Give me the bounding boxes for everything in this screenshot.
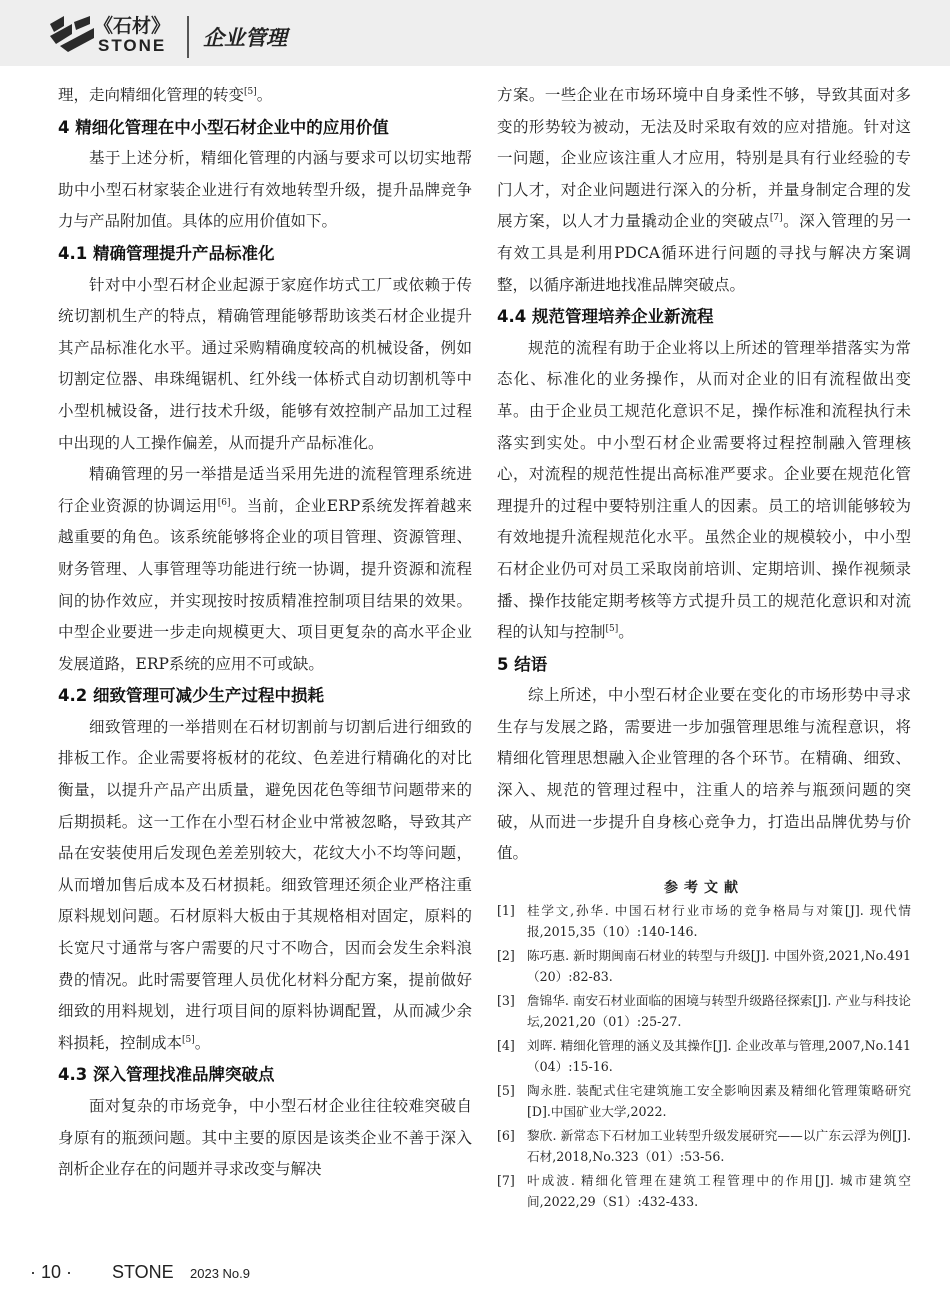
paragraph: 面对复杂的市场竞争，中小型石材企业往往较难突破自身原有的瓶颈问题。其中主要的原因是该类企业不善于深入剖析企业存在的问题并寻求改变与解决 [58,1097,472,1179]
reference-item: [7] 叶成波. 精细化管理在建筑工程管理中的作用[J]. 城市建筑空间,2022,29（S1）:432-433. [497,1172,911,1209]
paragraph: 针对中小型石材企业起源于家庭作坊式工厂或依赖于传统切割机生产的特点，精确管理能够帮助该类石材企业提升其产品标准化水平。通过采购精确度较高的机械设备，例如切割定位器、串珠绳锯机、红外线一体桥式自动切割机等中小型机械设备，进行技术升级，能够有效控制产品加工过程中出现的人工操作偏差，从而提升产品标准化。 [58,275,472,452]
page-footer [30,1258,330,1290]
logo-chinese-title: 《石材》 [94,15,171,37]
section-heading-5: 5 结语 [497,654,548,674]
section-heading-4-3: 4.3 深入管理找准品牌突破点 [58,1065,275,1085]
reference-item: [3] 詹锦华. 南安石材业面临的困境与转型升级路径探索[J]. 产业与科技论坛,2021,20（01）:25-27. [497,992,911,1029]
citation: [5] [605,624,619,635]
citation: [5] [182,1034,195,1045]
page-header [0,0,950,66]
logo-english-title: STONE [98,36,167,55]
references-title: 参考文献 [664,879,744,896]
reference-item: [6] 黎欣. 新常态下石材加工业转型升级发展研究——以广东云浮为例[J]. 石材,2018,No.323（01）:53-56. [497,1127,911,1164]
section-heading-4-4: 4.4 规范管理培养企业新流程 [497,307,714,327]
journal-name: STONE [112,1262,174,1282]
page-number: · 10 · [30,1262,73,1282]
stone-logo-icon [50,16,94,52]
section-heading-4-1: 4.1 精确管理提升产品标准化 [58,243,275,263]
citation: [6] [217,497,231,508]
header-divider [187,16,189,58]
reference-list [497,900,911,1212]
paragraph: 方案。一些企业在市场环境中自身柔性不够，导致其面对多变的形势较为被动，无法及时采取有效的应对措施。针对这一问题，企业应该注重人才应用，特别是具有行业经验的专门人才，对企业问题进行深入的分析，并量身制定合理的发展方案，以人才力量撬动企业的突破点[7]。深入管理的另一有效工具是利用PDCA循环进行问题的寻找与解决方案调整，以循序渐进地找准品牌突破点。 [497,86,911,294]
reference-item: [1] 桂学文,孙华. 中国石材行业市场的竞争格局与对策[J]. 现代情报,2015,35（10）:140-146. [497,902,911,939]
paragraph: 精确管理的另一举措是适当采用先进的流程管理系统进行企业资源的协调运用[6]。当前，企业ERP系统发挥着越来越重要的角色。该系统能够将企业的项目管理、资源管理、财务管理、人事管理等功能进行统一协调，提升资源和流程间的协作效应，并实现按时按质精准控制项目结果的效果。中型企业要进一步走向规模更大、项目更复杂的高水平企业发展道路，ERP系统的应用不可或缺。 [58,465,472,673]
section-name: 企业管理 [203,26,287,50]
reference-item: [2] 陈巧惠. 新时期闽南石材业的转型与升级[J]. 中国外资,2021,No.491（20）:82-83. [497,947,911,984]
section-heading-4-2: 4.2 细致管理可减少生产过程中损耗 [58,686,324,706]
reference-item: [4] 刘晖. 精细化管理的涵义及其操作[J]. 企业改革与管理,2007,No.141（04）:15-16. [497,1037,911,1074]
citation: [5] [244,87,257,97]
paragraph: 细致管理的一举措则在石材切割前与切割后进行细致的排板工作。企业需要将板材的花纹、色差进行精确化的对比衡量，以提升产品产出质量，避免因花色等细节问题带来的后期损耗。这一工作在小型石材企业中常被忽略，导致其产品在安装使用后发现色差差别较大，花纹大小不均等问题，从而增加售后成本及石材损耗。细致管理还须企业严格注重原料规划问题。石材原料大板由于其规格相对固定，原料的长宽尺寸通常与客户需要的尺寸不吻合，因而会发生余料浪费的情况。此时需要管理人员优化材料分配方案，提前做好细致的用料规划，进行项目间的原料协调配置，从而减少余料损耗，控制成本[5]。 [58,717,472,1052]
reference-item: [5] 陶永胜. 装配式住宅建筑施工安全影响因素及精细化管理策略研究[D].中国矿业大学,2022. [497,1082,911,1119]
paragraph: 理，走向精细化管理的转变[5]。 [58,86,273,104]
section-heading-4: 4 精细化管理在中小型石材企业中的应用价值 [58,117,389,137]
paragraph: 规范的流程有助于企业将以上所述的管理举措落实为常态化、标准化的业务操作，从而对企业的旧有流程做出变革。由于企业员工规范化意识不足，操作标准和流程执行未落实到实处。中小型石材企业需要将过程控制融入管理核心，对流程的规范性提出高标准严要求。企业要在规范化管理提升的过程中要特别注重人的因素。员工的培训能够较为有效地提升流程规范化水平。虽然企业的规模较小，中小型石材企业仍可对员工采取岗前培训、定期培训、操作视频录播、操作技能定期考核等方式提升员工的规范化意识和对流程的认知与控制[5]。 [497,338,911,642]
issue-label: 2023 No.9 [190,1266,250,1281]
paragraph: 综上所述，中小型石材企业要在变化的市场形势中寻求生存与发展之路，需要进一步加强管理思维与流程意识，将精细化管理思想融入企业管理的各个环节。在精确、细致、深入、规范的管理过程中，注重人的培养与瓶颈问题的突破，从而进一步提升自身核心竞争力，打造出品牌优势与价值。 [497,686,911,863]
left-column [58,80,472,1186]
right-column [497,80,911,1215]
paragraph: 基于上述分析，精细化管理的内涵与要求可以切实地帮助中小型石材家装企业进行有效地转型升级，提升品牌竞争力与产品附加值。具体的应用价值如下。 [58,149,472,231]
citation: [7] [769,213,783,224]
